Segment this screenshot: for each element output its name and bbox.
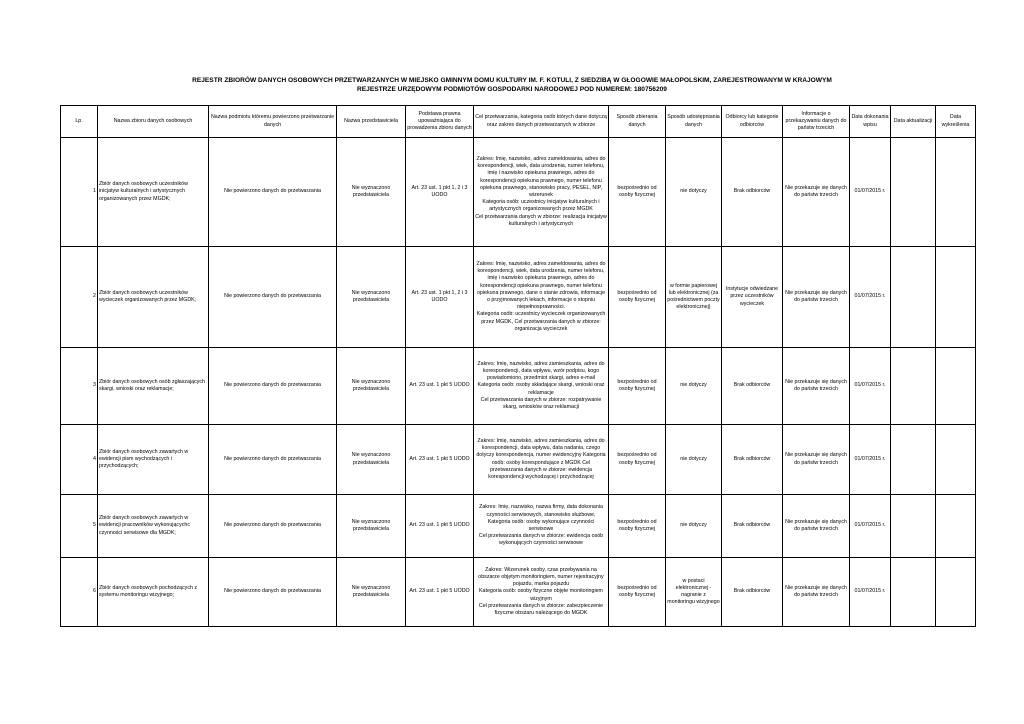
row-dataset-name: Zbiór danych osobowych zawartych w ewidencji pracowników wykonującychc czynności serwisowe dla MGDK; (98, 495, 209, 558)
header-sharing-method: Sposób udostępniania danych (666, 106, 722, 138)
row-recipients: Brak odbiorców (722, 425, 783, 495)
row-representative: Nie wyznaczono przedstawiciela (337, 425, 406, 495)
row-sharing-method: w formie papierowej lub elektronicznej (za pośrednictwem poczty elektronicznej) (666, 247, 722, 348)
row-deletion-date (936, 348, 976, 425)
header-representative: Nazwa przedstawiciela (337, 106, 406, 138)
row-representative: Nie wyznaczono przedstawiciela (337, 558, 406, 627)
row-deletion-date (936, 558, 976, 627)
row-legal-basis: Art. 23 ust. 1 pkt 5 UODO (406, 495, 474, 558)
table-row (61, 247, 976, 348)
row-recipients: Brak odbiorców (722, 348, 783, 425)
header-lp: Lp. (61, 106, 98, 138)
register-table (60, 105, 976, 627)
row-scope: Zakres: Wizerunek osoby, czas przebywania na obszarze objętym monitoringiem, numer rejestracyjny pojazdu, marka pojazdu Kategoria osób: osoby fizyczne objęte monitoringiem wizyjnym Cel przetwarzania danych w zbiorze: zabezpieczenie fizyczne obszaru należącego do MGDK (474, 558, 609, 627)
row-recipients: Brak odbiorców (722, 558, 783, 627)
row-update-date (891, 495, 936, 558)
row-legal-basis: Art. 23 ust. 1 pkt 1, 2 i 3 UODO (406, 138, 474, 247)
header-collection-method: Sposób zbierania danych (609, 106, 666, 138)
header-recipients: Odbiorcy lub kategorie odbiorców (722, 106, 783, 138)
row-third-country-transfer: Nie przekazuje się danych do państw trzecich (783, 247, 850, 348)
row-legal-basis: Art. 23 ust. 1 pkt 5 UODO (406, 558, 474, 627)
row-scope: Zakres: Imię, nazwisko, adres zameldowania, adres do korespondencji, wiek, data urodzenia, numer telefonu, imię i nazwisko opiekuna prawnego, adres do korespondencji opiekuna prawnego, numer telefonu opiekuna prawnego, stanowisko pracy, PESEL, NIP, wizerunek Kategoria osób: uczestnicy inicjatyw kulturalnych i artystycznych organizowanych przez MGDK Cel przetwarzania danych w zbiorze: realizacja inicjatyw kulturalnych i artystycznych (474, 138, 609, 247)
row-entry-date: 01/07/2015 r. (850, 348, 891, 425)
row-entity: Nie powierzono danych do przetwarzania (209, 495, 337, 558)
table-row (61, 348, 976, 425)
table-row (61, 138, 976, 247)
row-lp: 5 (61, 495, 98, 558)
row-dataset-name: Zbiór danych osobowych uczestników inicjatyw kulturalnych i artystycznych organizowanych przez MGDK; (98, 138, 209, 247)
header-update-date: Data aktualizacji (891, 106, 936, 138)
header-legal-basis: Podstawa prawna upoważniająca do prowadzenia zbioru danych (406, 106, 474, 138)
row-update-date (891, 425, 936, 495)
row-scope: Zakres: Imię, nazwisko, adres zameldowania, adres do korespondencji, wiek, data urodzenia, numer telefonu, imię i nazwisko opiekuna prawnego, adres do korespondencji opiekuna prawnego, numer telefonu opiekuna prawnego, dane o stanie zdrowia, informacje o przyjmowanych lekach, informacje o stopniu niepełnosprawności. Kategoria osób: uczestnicy wycieczek organizowanych przez MGDK, Cel przetwarzania danych w zbiorze: organizacja wycieczek (474, 247, 609, 348)
table-row (61, 495, 976, 558)
row-scope: Zakres: Imię, nazwisko, adres zamieszkania, adres do korespondencji, data wpływu, data nadania, czego dotyczy korespondencja, numer ewidencyjny Kategoria osób: osoby korespondujące z MGDK Cel przetwarzania danych w zbiorze: ewidencja korespondencji wychodzącej i przychodzącej (474, 425, 609, 495)
row-entity: Nie powierzono danych do przetwarzania (209, 138, 337, 247)
row-deletion-date (936, 247, 976, 348)
row-third-country-transfer: Nie przekazuje się danych do państw trzecich (783, 425, 850, 495)
table-header-row (61, 106, 976, 138)
row-update-date (891, 348, 936, 425)
register-title-line-1: REJESTR ZBIORÓW DANYCH OSOBOWYCH PRZETWARZANYCH W MIEJSKO GMINNYM DOMU KULTURY IM. F. KOTULI, Z SIEDZIBĄ W GŁOGOWIE MAŁOPOLSKIM, ZAREJESTROWANYM W KRAJOWYM (192, 77, 832, 84)
row-scope: Zakres: Imię, nazwisko, adres zamieszkania, adres do korespondencji, data wpływu, wzór podpisu, kogo powiadomiono, przedmiot skargi, adres e-mail Kategoria osób: osoby składające skargi, wnioski oraz reklamacje Cel przetwarzania danych w zbiorze: rozpatrywanie skarg, wniosków oraz reklamacji (474, 348, 609, 425)
row-legal-basis: Art. 23 ust. 1 pkt 5 UODO (406, 348, 474, 425)
row-recipients: Brak odbiorców (722, 495, 783, 558)
row-representative: Nie wyznaczono przedstawiciela (337, 348, 406, 425)
row-representative: Nie wyznaczono przedstawiciela (337, 138, 406, 247)
row-entity: Nie powierzono danych do przetwarzania (209, 425, 337, 495)
row-deletion-date (936, 425, 976, 495)
register-title (60, 76, 964, 94)
row-collection-method: bezpośrednio od osoby fizycznej (609, 495, 666, 558)
row-third-country-transfer: Nie przekazuje się danych do państw trzecich (783, 348, 850, 425)
row-update-date (891, 138, 936, 247)
row-deletion-date (936, 138, 976, 247)
row-update-date (891, 247, 936, 348)
row-entry-date: 01/07/2015 r. (850, 138, 891, 247)
row-entry-date: 01/07/2015 r. (850, 425, 891, 495)
row-lp: 2 (61, 247, 98, 348)
row-update-date (891, 558, 936, 627)
register-title-line-2: REJESTRZE URZĘDOWYM PODMIOTÓW GOSPODARKI NARODOWEJ POD NUMEREM: 180756209 (357, 86, 667, 93)
row-representative: Nie wyznaczono przedstawiciela (337, 495, 406, 558)
row-recipients: Instytucje odwiedzane przez uczestników wycieczek (722, 247, 783, 348)
row-lp: 4 (61, 425, 98, 495)
row-representative: Nie wyznaczono przedstawiciela (337, 247, 406, 348)
row-entry-date: 01/07/2015 r. (850, 495, 891, 558)
row-entity: Nie powierzono danych do przetwarzania (209, 247, 337, 348)
row-entity: Nie powierzono danych do przetwarzania (209, 348, 337, 425)
header-entity: Nazwa podmiotu któremu powierzono przetwarzanie danych (209, 106, 337, 138)
row-dataset-name: Zbiór danych osobowych zawartych w ewidencji pism wychodzących i przychodzących; (98, 425, 209, 495)
row-lp: 3 (61, 348, 98, 425)
table-row (61, 558, 976, 627)
row-sharing-method: w postaci elektronicznej - nagranie z monitoringu wizyjnego (666, 558, 722, 627)
header-deletion-date: Data wykreślenia (936, 106, 976, 138)
table-row (61, 425, 976, 495)
row-entry-date: 01/07/2015 r. (850, 247, 891, 348)
header-scope: Cel przetwarzania, kategoria osób których dane dotyczą oraz zakres danych przetwarzanych w zbiorze (474, 106, 609, 138)
header-third-country-transfer: Informacje o przekazywaniu danych do państw trzecich (783, 106, 850, 138)
row-third-country-transfer: Nie przekazuje się danych do państw trzecich (783, 138, 850, 247)
row-dataset-name: Zbiór danych osobowych uczestników wycieczek organizowanych przez MGDK; (98, 247, 209, 348)
row-dataset-name: Zbiór danych osobowych pochodzących z systemu monitoringu wizyjnego; (98, 558, 209, 627)
row-collection-method: bezpośrednio od osoby fizycznej (609, 247, 666, 348)
row-collection-method: bezpośrednio od osoby fizycznej (609, 348, 666, 425)
row-legal-basis: Art. 23 ust. 1 pkt 5 UODO (406, 425, 474, 495)
row-third-country-transfer: Nie przekazuje się danych do państw trzecich (783, 495, 850, 558)
row-sharing-method: nie dotyczy (666, 495, 722, 558)
header-entry-date: Data dokonania wpisu (850, 106, 891, 138)
row-collection-method: bezpośrednio od osoby fizycznej (609, 558, 666, 627)
row-lp: 6 (61, 558, 98, 627)
row-scope: Zakres: Imię, nazwisko, nazwa firmy, data dokonania czynności serwisowych, stanowisko służbowe, Kategoria osób: osoby wykonujące czynności serwisowe Cel przetwarzania danych w zbiorze: ewidencja osób wykonujących czynności serwisowe (474, 495, 609, 558)
row-third-country-transfer: Nie przekazuje się danych do państw trzecich (783, 558, 850, 627)
row-entity: Nie powierzono danych do przetwarzania (209, 558, 337, 627)
row-sharing-method: nie dotyczy (666, 138, 722, 247)
row-collection-method: bezpośrednio od osoby fizycznej (609, 425, 666, 495)
row-lp: 1 (61, 138, 98, 247)
row-sharing-method: nie dotyczy (666, 425, 722, 495)
row-legal-basis: Art. 23 ust. 1 pkt 1, 2 i 3 UODO (406, 247, 474, 348)
row-sharing-method: nie dotyczy (666, 348, 722, 425)
header-name: Nazwa zbioru danych osobowych (98, 106, 209, 138)
row-dataset-name: Zbiór danych osobowych osób zgłaszających skargi, wnioski oraz reklamacje; (98, 348, 209, 425)
row-collection-method: bezpośrednio od osoby fizycznej (609, 138, 666, 247)
row-deletion-date (936, 495, 976, 558)
row-entry-date: 01/07/2015 r. (850, 558, 891, 627)
row-recipients: Brak odbiorców (722, 138, 783, 247)
